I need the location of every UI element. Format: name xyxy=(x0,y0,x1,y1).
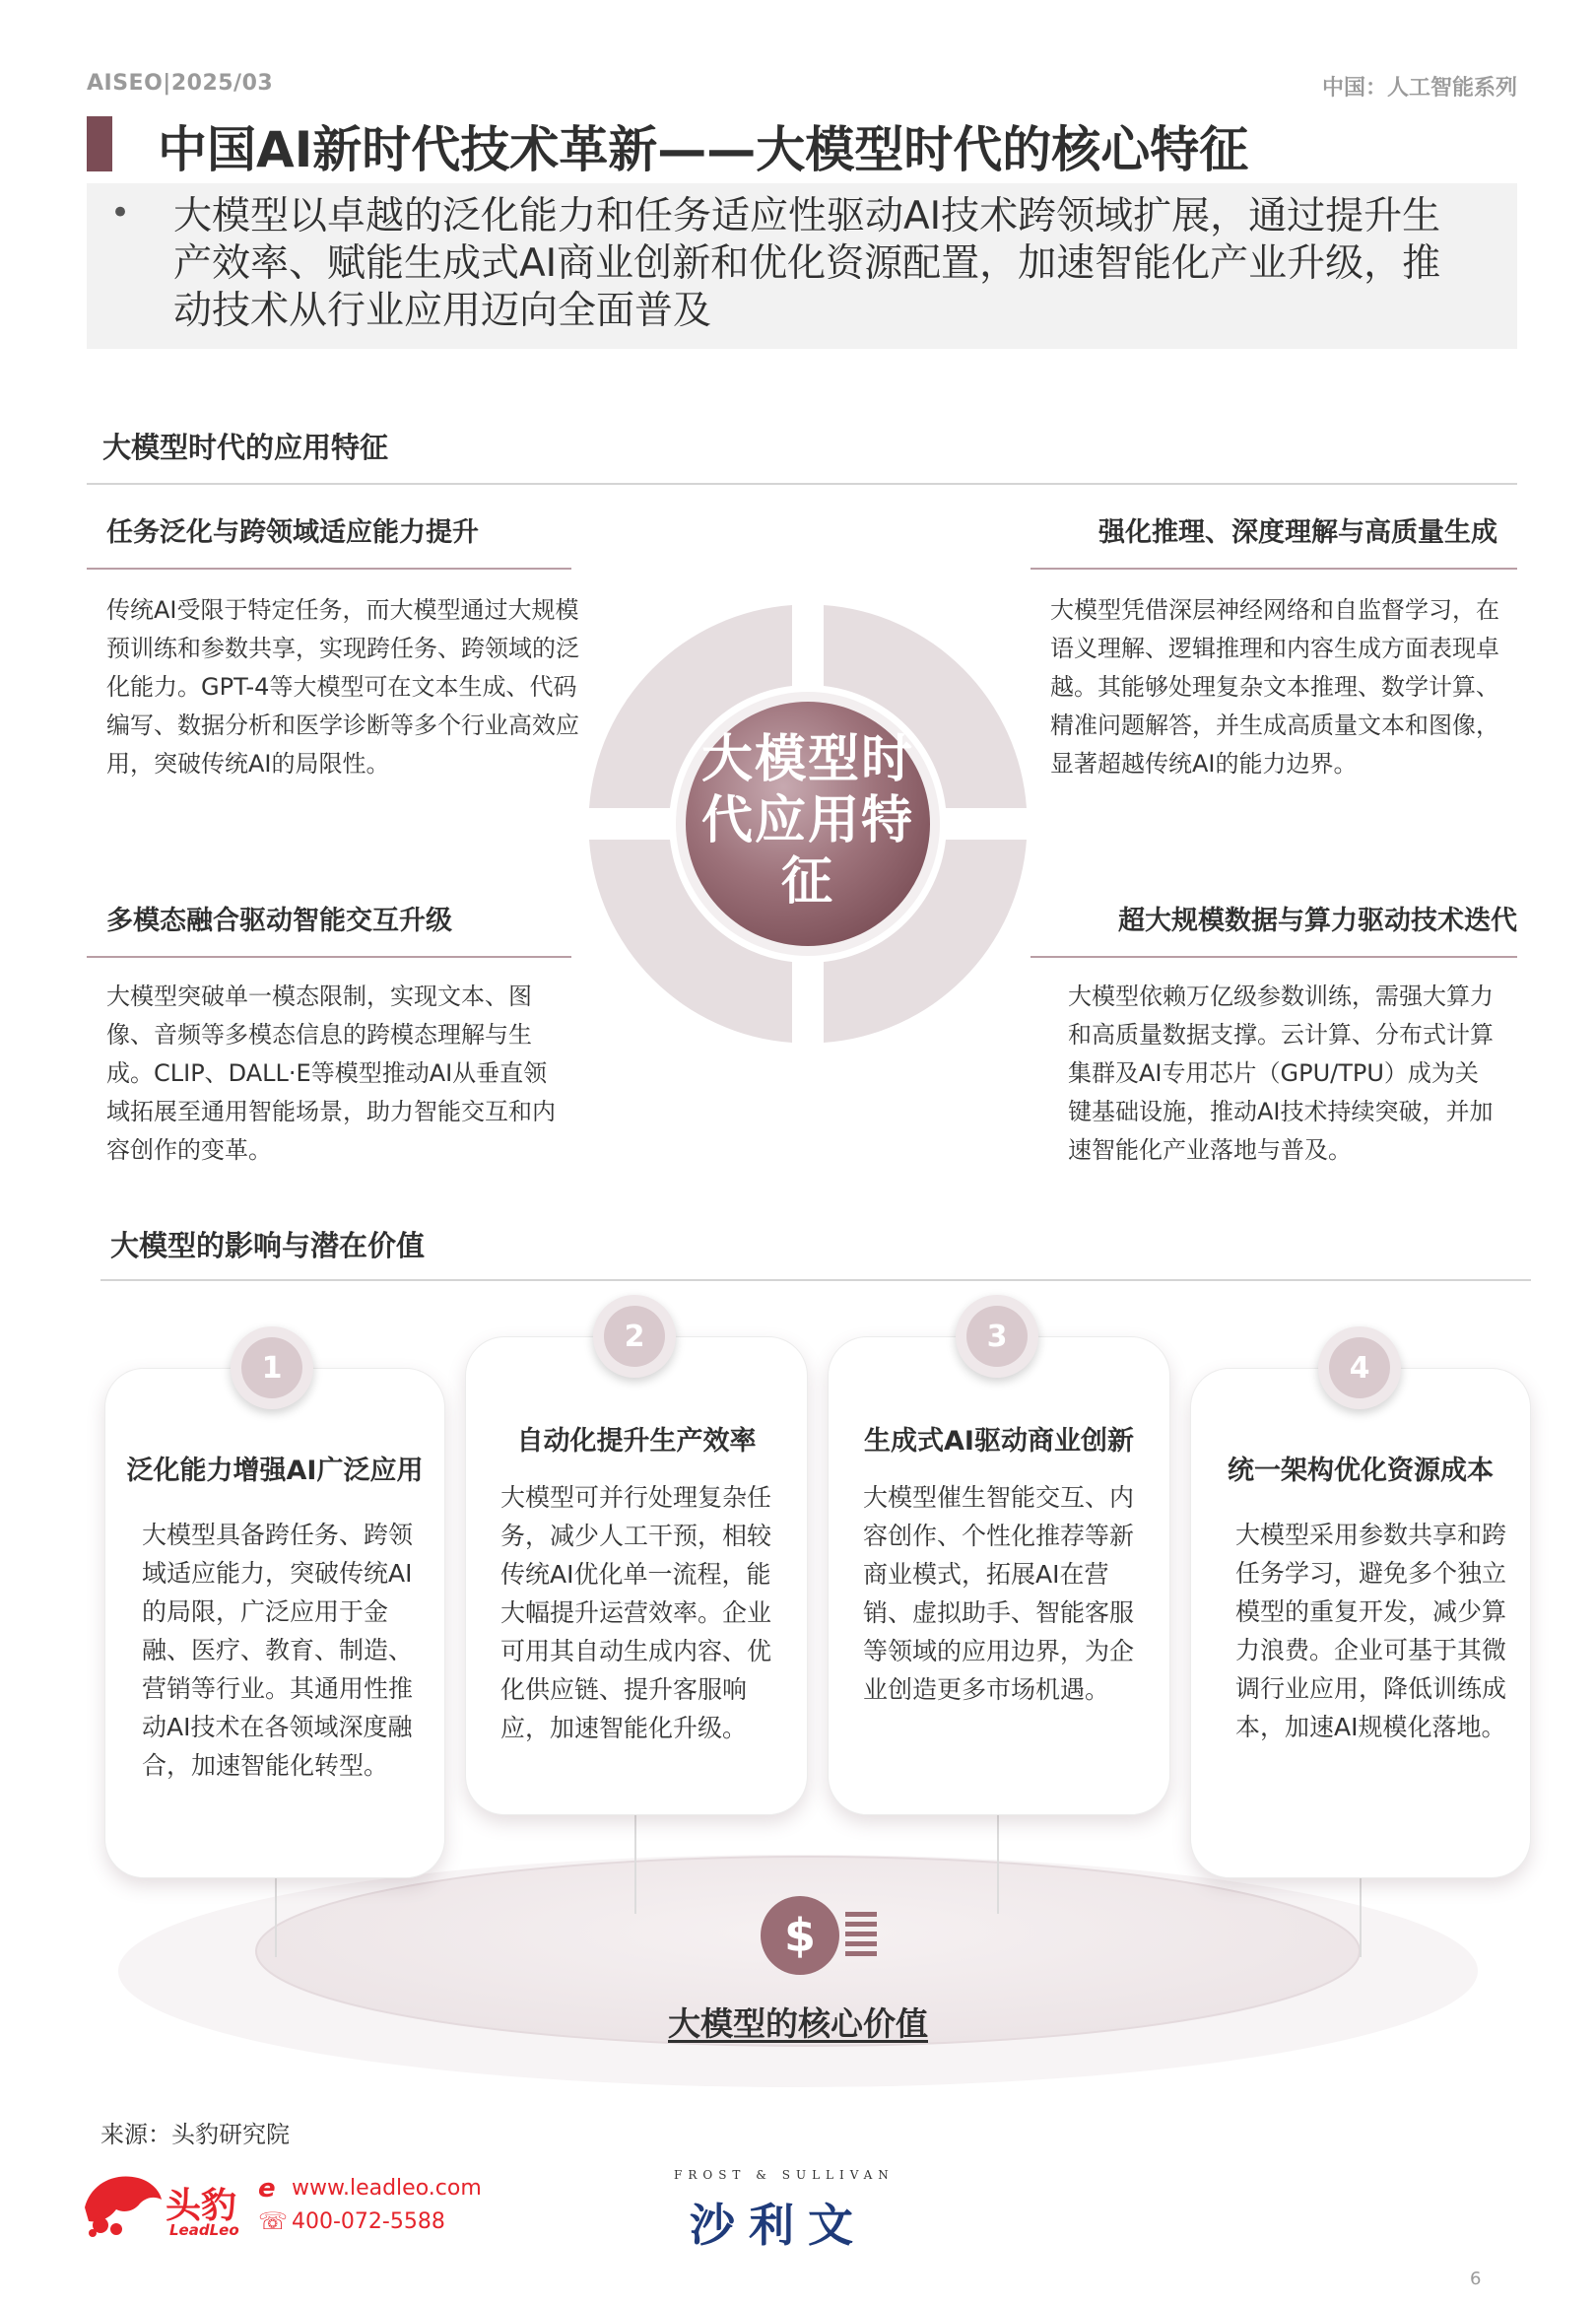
step-number-2: 2 xyxy=(593,1295,676,1378)
brand-name-en: LeadLeo xyxy=(169,2221,239,2239)
frost-sullivan-cn: 沙利文 xyxy=(690,2199,867,2252)
feature-text-4: 大模型依赖万亿级参数训练，需强大算力和高质量数据支撑。云计算、分布式计算集群及AI专用芯片（GPU/TPU）成为关键基础设施，推动AI技术持续突破，并加速智能化产业落地与普及。 xyxy=(1068,983,1494,1164)
step-number-1: 1 xyxy=(231,1326,313,1409)
feature-title-2: 强化推理、深度理解与高质量生成 xyxy=(1098,517,1497,548)
website-link[interactable]: www.leadleo.com xyxy=(292,2176,482,2201)
impact-card-text-3: 大模型催生智能交互、内容创作、个性化推荐等新商业模式，拓展AI在营销、虚拟助手、智能客服等领域的应用边界，为企业创造更多市场机遇。 xyxy=(863,1483,1135,1704)
phone-icon: ☏ xyxy=(258,2207,289,2235)
feature-text-2: 大模型凭借深层神经网络和自监督学习，在语义理解、逻辑推理和内容生成方面表现卓越。其能够处理复杂文本推理、数学计算、精准问题解答，并生成高质量文本和图像，显著超越传统AI的能力边界。 xyxy=(1050,596,1499,778)
summary-text: 大模型以卓越的泛化能力和任务适应性驱动AI技术跨领域扩展，通过提升生产效率、赋能生成式AI商业创新和优化资源配置，加速智能化产业升级，推动技术从行业应用迈向全面普及 xyxy=(173,194,1441,333)
core-value-label: 大模型的核心价值 xyxy=(668,2004,928,2043)
feature-title-3: 多模态融合驱动智能交互升级 xyxy=(106,906,452,936)
dollar-icon xyxy=(759,1894,881,1977)
connector-line-1 xyxy=(275,1878,277,1957)
title-accent-bar xyxy=(87,116,112,171)
svg-text:$: $ xyxy=(783,1909,817,1962)
feature-text-3: 大模型突破单一模态限制，实现文本、图像、音频等多模态信息的跨模态理解与生成。CLIP、DALL·E等模型推动AI从垂直领域拓展至通用智能场景，助力智能交互和内容创作的变革。 xyxy=(106,983,556,1164)
feature-title-4: 超大规模数据与算力驱动技术迭代 xyxy=(1118,906,1517,936)
impact-card-text-1: 大模型具备跨任务、跨领域适应能力，突破传统AI的局限，广泛应用于金融、医疗、教育、制造、营销等行业。其通用性推动AI技术在各领域深度融合，加速智能化转型。 xyxy=(142,1521,414,1780)
impact-card-title-1: 泛化能力增强AI广泛应用 xyxy=(126,1456,424,1486)
impact-card-title-4: 统一架构优化资源成本 xyxy=(1228,1456,1494,1486)
impact-card-title-3: 生成式AI驱动商业创新 xyxy=(864,1426,1134,1457)
feature-divider-3 xyxy=(87,956,571,958)
frost-sullivan-en: FROST & SULLIVAN xyxy=(674,2168,895,2182)
report-tag: AISEO|2025/03 xyxy=(87,71,274,96)
feature-title-1: 任务泛化与跨领域适应能力提升 xyxy=(106,517,479,548)
impact-card-text-4: 大模型采用参数共享和跨任务学习，避免多个独立模型的重复开发，减少算力浪费。企业可基于其微调行业应用，降低训练成本，加速AI规模化落地。 xyxy=(1235,1521,1507,1741)
connector-line-4 xyxy=(1360,1878,1362,1957)
feature-divider-1 xyxy=(87,568,571,570)
connector-line-2 xyxy=(634,1815,636,1914)
step-number-3: 3 xyxy=(956,1295,1038,1378)
page-number: 6 xyxy=(1470,2269,1482,2289)
series-name: 中国：人工智能系列 xyxy=(1321,76,1517,101)
feature-text-1: 传统AI受限于特定任务，而大模型通过大规模预训练和参数共享，实现跨任务、跨领域的泛化能力。GPT-4等大模型可在文本生成、代码编写、数据分析和医学诊断等多个行业高效应用，突破传统AI的局限性。 xyxy=(106,596,579,778)
step-number-4: 4 xyxy=(1318,1326,1401,1409)
section-title-impact: 大模型的影响与潜在价值 xyxy=(110,1229,426,1262)
leadleo-leopard-logo xyxy=(81,2168,164,2239)
bullet-icon: • xyxy=(110,193,131,233)
page-title: 中国AI新时代技术革新——大模型时代的核心特征 xyxy=(158,121,1249,178)
impact-card-text-2: 大模型可并行处理复杂任务，减少人工干预，相较传统AI优化单一流程，能大幅提升运营效率。企业可用其自动生成内容、优化供应链、提升客服响应，加速智能化升级。 xyxy=(500,1483,772,1742)
feature-divider-2 xyxy=(1031,568,1517,570)
brand-name-cn: 头豹 xyxy=(166,2186,237,2226)
source-note: 来源：头豹研究院 xyxy=(100,2121,290,2148)
section-title-features: 大模型时代的应用特征 xyxy=(102,431,389,464)
center-label: 大模型时代应用特征 xyxy=(700,730,914,912)
section-divider xyxy=(100,1279,1531,1281)
feature-divider-4 xyxy=(1031,956,1517,958)
impact-card-title-2: 自动化提升生产效率 xyxy=(516,1426,757,1457)
section-divider xyxy=(87,483,1517,485)
web-icon: e xyxy=(258,2174,276,2204)
connector-line-3 xyxy=(997,1815,999,1914)
phone-number: 400-072-5588 xyxy=(292,2209,445,2234)
